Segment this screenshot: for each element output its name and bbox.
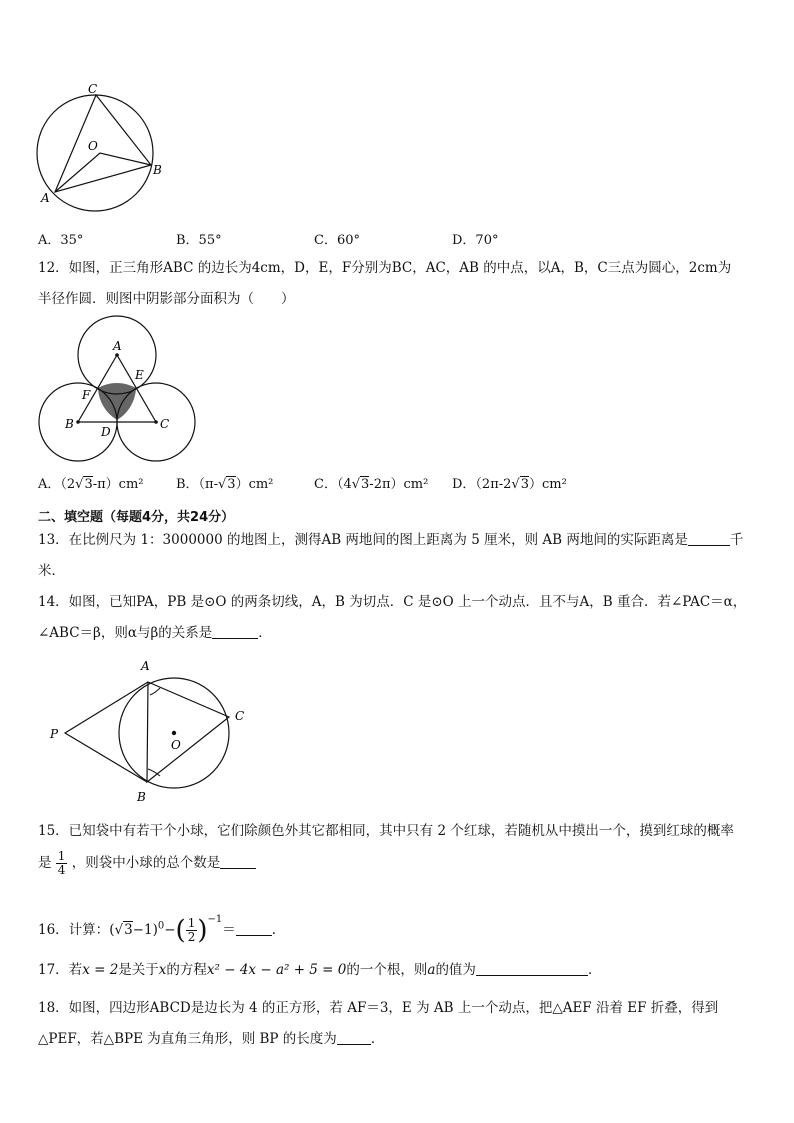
q12-d-rad: 3 (520, 477, 529, 492)
q13-stem-line2: 米． (38, 563, 65, 579)
q15-stem-line1: 15．已知袋中有若干个小球，它们除颜色外其它都相同，其中只有 2 个红球，若随机从中摸出一个，摸到红球的概率 (38, 823, 734, 839)
sqrt-icon: √ (218, 477, 227, 492)
q17-mid3: 的一个根，则 (346, 962, 428, 978)
q12-d-post: ）cm² (528, 477, 567, 492)
q13-text-end: 千 (729, 532, 744, 548)
q12-c-rad: 3 (361, 477, 370, 492)
q12-a-pre: A．（2 (38, 477, 76, 492)
q16-open: ( (109, 922, 115, 938)
q17-answer-blank[interactable] (476, 961, 588, 976)
q15-text-post: ，则袋中小球的总个数是 (71, 855, 221, 871)
q14-label-c: C (235, 709, 245, 723)
q12-label-e: E (135, 368, 144, 382)
q17-eq1: x = 2 (82, 962, 119, 978)
q11-option-b: B．55° (176, 233, 222, 248)
q14-label-a: A (141, 659, 150, 673)
q11-circle (37, 95, 153, 211)
right-paren-icon: ) (197, 915, 208, 946)
q18-stem-line2 (38, 1030, 384, 1048)
q12-d-pre: D．（2π-2 (452, 477, 512, 492)
q18-text: △PEF，若△BPE 为直角三角形，则 BP 的长度为 (38, 1031, 337, 1047)
q12-label-c: C (160, 417, 170, 431)
q12-option-b (176, 473, 273, 492)
q14-label-o: O (171, 738, 181, 752)
q17-stem (38, 961, 601, 979)
q18-answer-blank[interactable] (337, 1030, 371, 1045)
q12-shaded-region (98, 383, 136, 420)
q15-answer-blank[interactable] (220, 854, 256, 869)
q12-option-c (314, 473, 428, 492)
q15-fraction (56, 850, 68, 877)
q16-exp0: 0 (157, 920, 165, 932)
q12-a-post: -π）cm² (92, 477, 144, 492)
left-paren-icon: ( (175, 915, 186, 946)
q14-center-point (172, 731, 176, 735)
q12-a-rad: 3 (84, 477, 93, 492)
q14-figure (40, 652, 260, 810)
sqrt-icon: √ (114, 922, 124, 938)
q12-b-post: ）cm² (235, 477, 274, 492)
q14-angle-a-arc (150, 688, 160, 695)
q11-option-c: C．60° (314, 233, 360, 248)
q11-option-d: D．70° (452, 233, 499, 248)
q11-figure (28, 80, 178, 220)
q12-b-rad: 3 (227, 477, 236, 492)
q11-label-o: O (88, 139, 98, 153)
q16-frac-den: 2 (187, 930, 196, 944)
q16-end: ． (271, 922, 286, 938)
q14-answer-blank[interactable] (212, 624, 258, 639)
q17-mid2: 的方程 (166, 962, 207, 978)
q16-stem (38, 902, 285, 949)
q16-mid: −1) (132, 922, 158, 938)
q16-answer-blank[interactable] (236, 921, 272, 936)
q14-tangents (65, 682, 148, 782)
q11-label-c: C (88, 82, 98, 96)
q18-text-end: ． (370, 1031, 385, 1047)
q15-stem-line2 (38, 848, 256, 878)
q12-point-b (76, 420, 80, 424)
q17-mid4: 的值为 (435, 962, 476, 978)
q12-point-c (154, 420, 158, 424)
q14-label-p: P (50, 727, 59, 741)
q16-frac-num: 1 (187, 916, 196, 930)
q14-stem-line2 (38, 624, 272, 642)
q12-stem-line2: 半径作圆．则图中阴影部分面积为（ ） (38, 291, 295, 307)
q12-label-b: B (65, 417, 74, 431)
q12-stem-line1: 12．如图，正三角形ABC 的边长为4cm，D，E，F分别为BC，AC，AB 的中点，以A，B，C三点为圆心，2cm为 (38, 260, 732, 276)
q12-point-a (115, 353, 119, 357)
q11-label-b: B (153, 163, 162, 177)
q11-triangle (55, 95, 151, 192)
q12-option-a (38, 473, 144, 492)
q17-var2: a (427, 962, 436, 978)
q14-text-end: ． (258, 625, 272, 641)
q12-c-pre: C．（4 (314, 477, 352, 492)
section-heading: 二、填空题（每题4分，共24分） (38, 510, 235, 525)
q12-c-post: -2π）cm² (369, 477, 429, 492)
q11-option-a: A．35° (38, 233, 84, 248)
q15-text-pre: 是 (38, 855, 52, 871)
q12-option-d (452, 473, 567, 492)
q15-frac-num: 1 (57, 849, 66, 863)
q16-prefix: 16．计算： (38, 922, 110, 938)
q12-label-d: D (101, 425, 111, 439)
q12-b-pre: B．（π- (176, 477, 218, 492)
q17-end: ． (587, 962, 602, 978)
q13-text: 13．在比例尺为 1：3000000 的地图上，测得AB 两地间的图上距离为 5 厘米，则 AB 两地间的实际距离是 (38, 532, 688, 548)
q18-stem-line1: 18．如图，四边形ABCD是边长为 4 的正方形，若 AF＝3，E 为 AB 上一个动点，把△AEF 沿着 EF 折叠，得到 (38, 1000, 719, 1016)
q12-figure (30, 312, 200, 464)
sqrt-icon: √ (351, 477, 361, 492)
q16-rad: 3 (124, 922, 133, 938)
q14-label-b: B (137, 790, 146, 804)
q11-label-a: A (41, 191, 50, 205)
q17-var: x (158, 962, 167, 978)
q13-stem-line1 (38, 531, 743, 549)
q13-answer-blank[interactable] (688, 531, 730, 546)
sqrt-icon: √ (511, 477, 520, 492)
q16-minus: − (164, 922, 176, 938)
q16-fraction (186, 917, 198, 944)
sqrt-icon: √ (75, 477, 84, 492)
q12-label-a: A (113, 339, 122, 353)
q17-mid1: 是关于 (118, 962, 159, 978)
q16-equals: ＝ (222, 922, 236, 938)
q16-exp1: −1 (207, 914, 223, 925)
q15-frac-den: 4 (57, 863, 66, 877)
q17-pre: 17．若 (38, 962, 83, 978)
q14-stem-line1: 14．如图，已知PA，PB 是⊙O 的两条切线，A，B 为切点．C 是⊙O 上一个动点．且不与A，B 重合．若∠PAC＝α， (38, 594, 747, 610)
q17-eq2: x² − 4x − a² + 5 = 0 (206, 962, 347, 978)
q12-label-f: F (82, 388, 91, 402)
q14-text: ∠ABC＝β，则α与β的关系是 (38, 625, 213, 641)
